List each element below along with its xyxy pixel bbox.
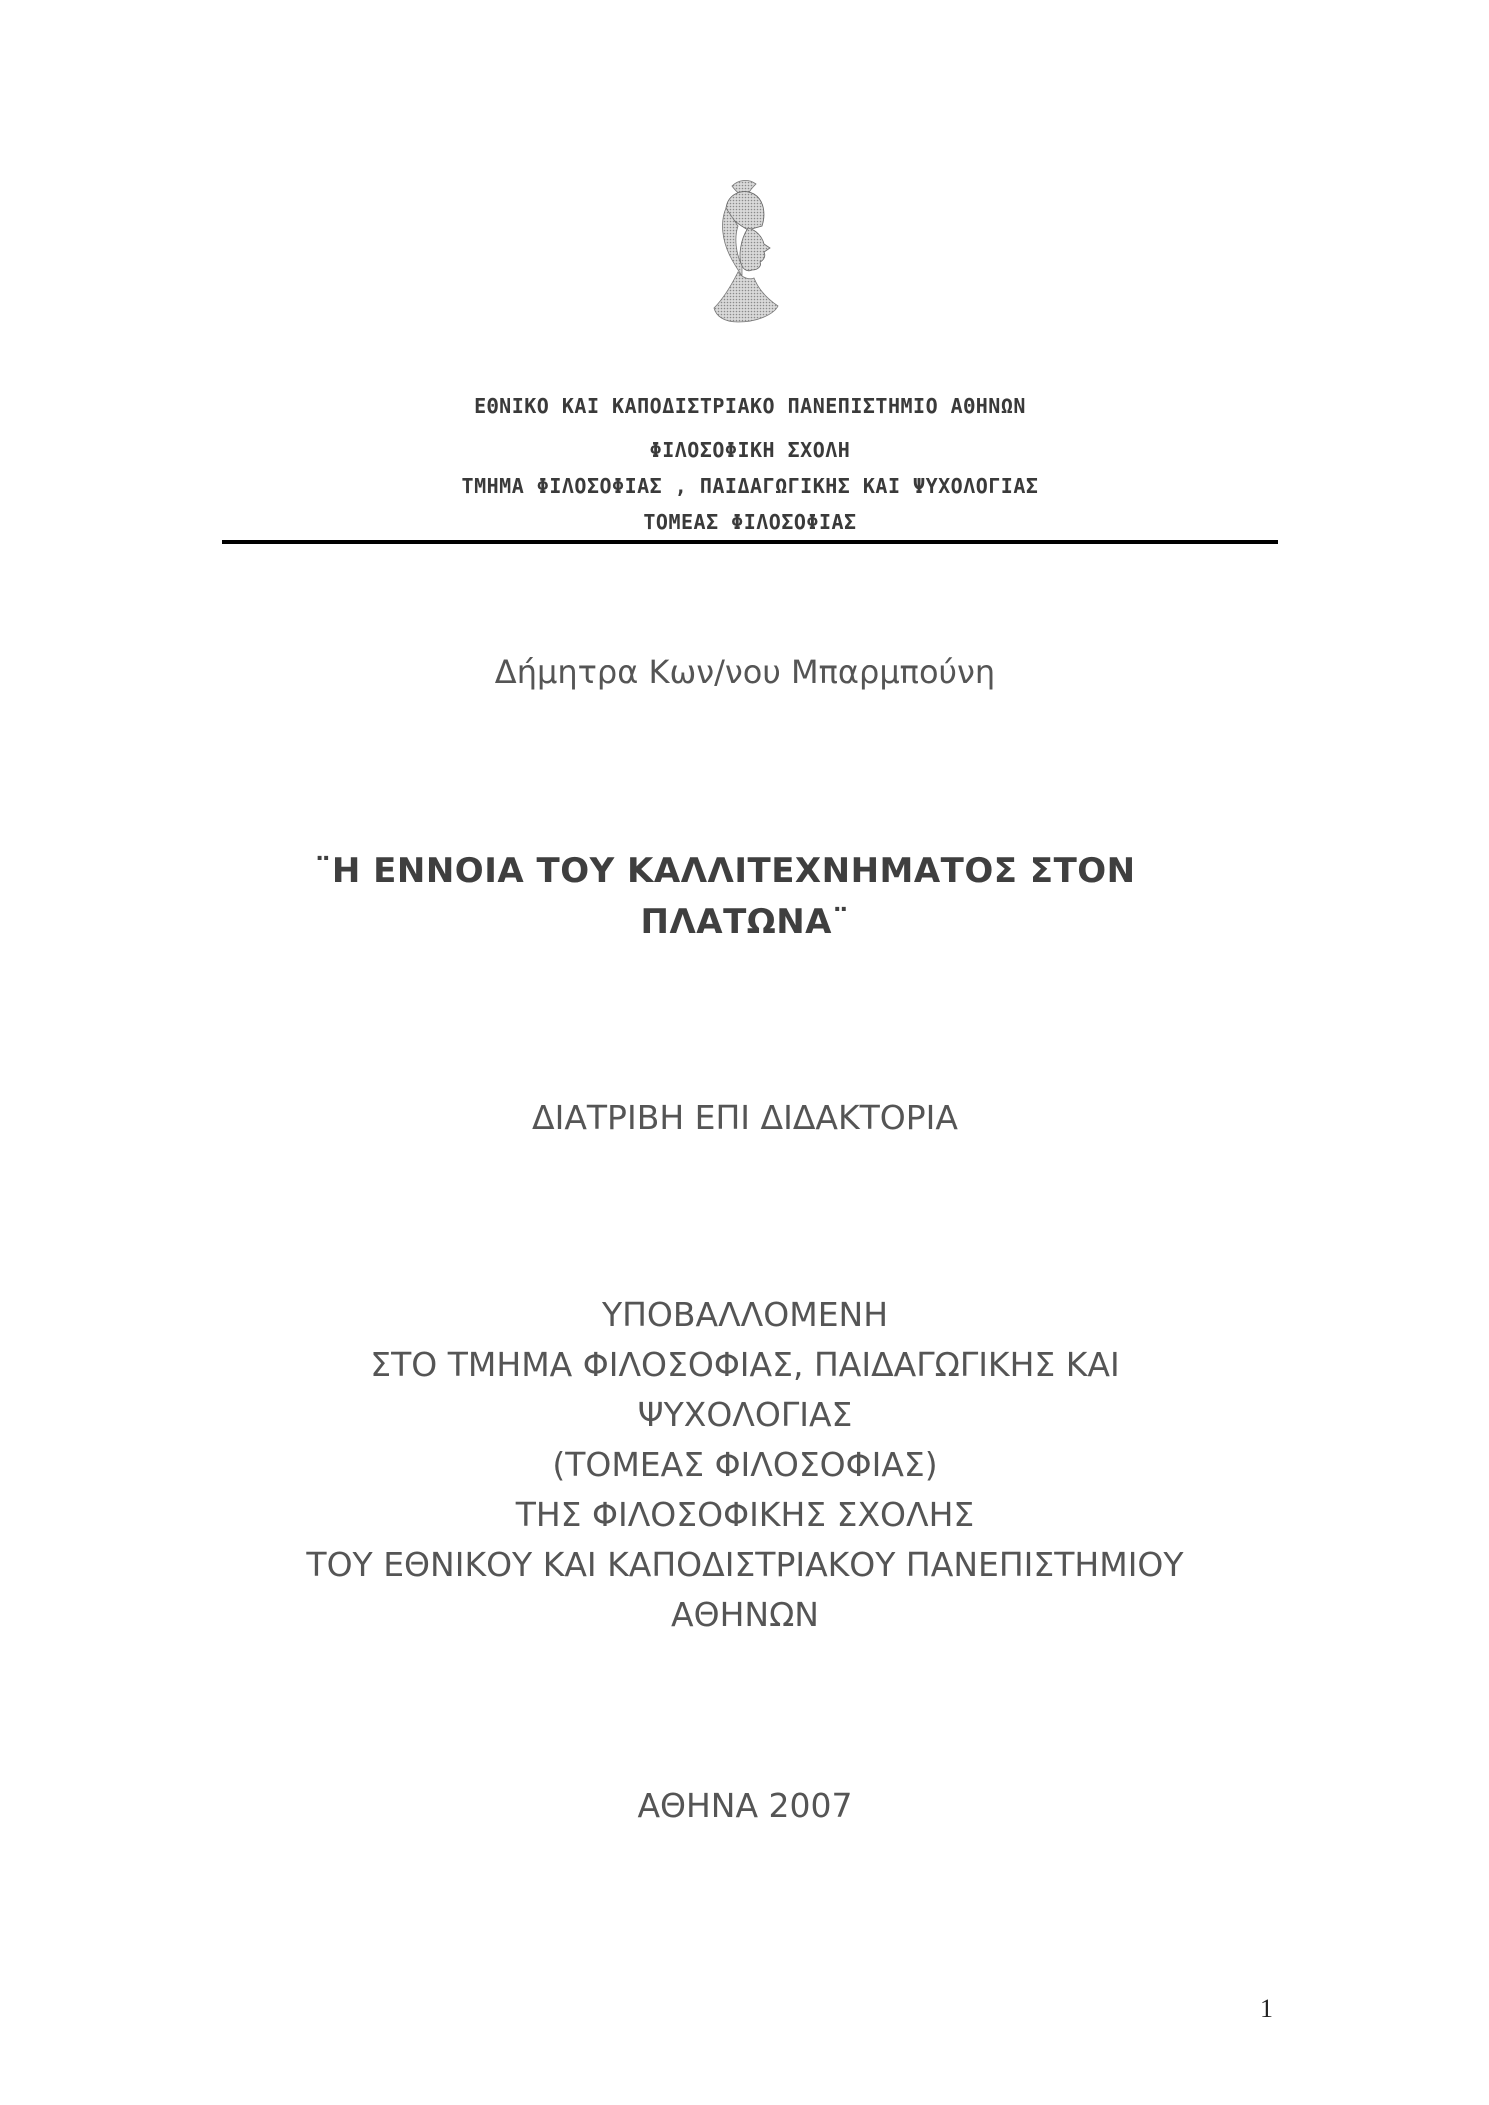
department-name: ΤΜΗΜΑ ΦΙΛΟΣΟΦΙΑΣ , ΠΑΙΔΑΓΩΓΙΚΗΣ ΚΑΙ ΨΥΧΟΛΟΓΙΑΣ [461, 474, 1039, 498]
sector-name: ΤΟΜΕΑΣ ΦΙΛΟΣΟΦΙΑΣ [643, 510, 857, 534]
document-type: ΔΙΑΤΡΙΒΗ ΕΠΙ ΔΙΔΑΚΤΟΡΙΑ [532, 1098, 958, 1137]
institution-header [222, 0, 1278, 540]
submission-line: ΤΟΥ ΕΘΝΙΚΟΥ ΚΑΙ ΚΑΠΟΔΙΣΤΡΙΑΚΟΥ ΠΑΝΕΠΙΣΤΗΜΙΟΥ [306, 1545, 1184, 1584]
thesis-title-line-1: ¨Η ΕΝΝΟΙΑ ΤΟΥ ΚΑΛΛΙΤΕΧΝΗΜΑΤΟΣ ΣΤΟΝ [314, 851, 1136, 891]
submission-line: ΣΤΟ ΤΜΗΜΑ ΦΙΛΟΣΟΦΙΑΣ, ΠΑΙΔΑΓΩΓΙΚΗΣ ΚΑΙ [370, 1345, 1120, 1384]
author-name: Δήμητρα Κων/νου Μπαρμπούνη [494, 653, 996, 691]
place-and-year: ΑΘΗΝΑ 2007 [637, 1786, 853, 1825]
submission-line: ΤΗΣ ΦΙΛΟΣΟΦΙΚΗΣ ΣΧΟΛΗΣ [515, 1495, 975, 1534]
header-divider [222, 540, 1278, 544]
university-name: ΕΘΝΙΚΟ ΚΑΙ ΚΑΠΟΔΙΣΤΡΙΑΚΟ ΠΑΝΕΠΙΣΤΗΜΙΟ ΑΘΗΝΩΝ [474, 394, 1026, 418]
page-number: 1 [1260, 1994, 1273, 2023]
submission-line: ΥΠΟΒΑΛΛΟΜΕΝΗ [601, 1295, 889, 1334]
submission-line: ΑΘΗΝΩΝ [671, 1595, 819, 1634]
school-name: ΦΙΛΟΣΟΦΙΚΗ ΣΧΟΛΗ [649, 438, 851, 462]
submission-line: (ΤΟΜΕΑΣ ΦΙΛΟΣΟΦΙΑΣ) [552, 1445, 938, 1484]
thesis-title-line-2: ΠΛΑΤΩΝΑ¨ [640, 902, 850, 942]
submission-line: ΨΥΧΟΛΟΓΙΑΣ [637, 1395, 853, 1434]
